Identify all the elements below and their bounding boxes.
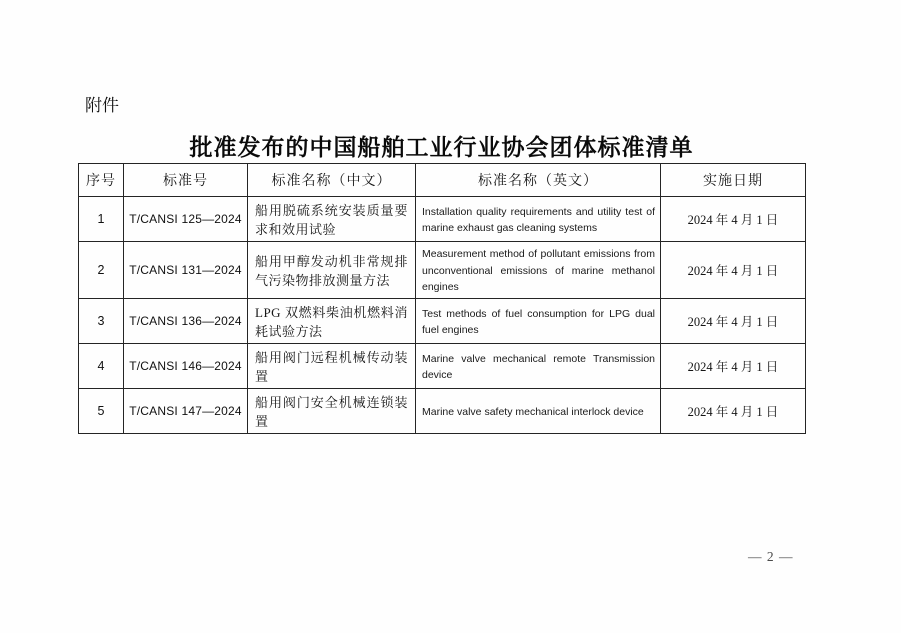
attachment-label: 附件 — [85, 96, 119, 115]
cell-name-cn: 船用阀门安全机械连锁装置 — [248, 389, 416, 434]
col-header-name-cn: 标准名称（中文） — [248, 164, 416, 197]
cell-seq: 4 — [79, 344, 124, 389]
page-title: 批准发布的中国船舶工业行业协会团体标准清单 — [189, 134, 694, 160]
col-header-name-en: 标准名称（英文） — [416, 164, 661, 197]
cell-code: T/CANSI 125—2024 — [124, 197, 248, 242]
cell-name-cn: 船用甲醇发动机非常规排气污染物排放测量方法 — [248, 242, 416, 299]
cell-seq: 5 — [79, 389, 124, 434]
table-row — [79, 344, 806, 389]
cell-seq: 2 — [79, 242, 124, 299]
col-header-code: 标准号 — [124, 164, 248, 197]
table-row — [79, 242, 806, 299]
cell-date: 2024 年 4 月 1 日 — [661, 299, 806, 344]
standards-table — [78, 163, 806, 434]
cell-name-en: Marine valve safety mechanical interlock device — [416, 389, 661, 434]
col-header-date: 实施日期 — [661, 164, 806, 197]
cell-name-en: Measurement method of pollutant emissions from unconventional emissions of marine methanol engines — [416, 242, 661, 299]
table-row — [79, 389, 806, 434]
cell-seq: 3 — [79, 299, 124, 344]
cell-name-en: Marine valve mechanical remote Transmission device — [416, 344, 661, 389]
cell-date: 2024 年 4 月 1 日 — [661, 344, 806, 389]
cell-date: 2024 年 4 月 1 日 — [661, 389, 806, 434]
table-row — [79, 299, 806, 344]
cell-seq: 1 — [79, 197, 124, 242]
cell-code: T/CANSI 131—2024 — [124, 242, 248, 299]
cell-name-en: Installation quality requirements and utility test of marine exhaust gas cleaning systems — [416, 197, 661, 242]
cell-code: T/CANSI 136—2024 — [124, 299, 248, 344]
cell-date: 2024 年 4 月 1 日 — [661, 242, 806, 299]
cell-name-cn: 船用脱硫系统安装质量要求和效用试验 — [248, 197, 416, 242]
cell-name-cn: LPG 双燃料柴油机燃料消耗试验方法 — [248, 299, 416, 344]
cell-name-en: Test methods of fuel consumption for LPG dual fuel engines — [416, 299, 661, 344]
cell-code: T/CANSI 147—2024 — [124, 389, 248, 434]
page-number: — 2 — — [748, 549, 794, 564]
table-header-row — [79, 164, 806, 197]
cell-code: T/CANSI 146—2024 — [124, 344, 248, 389]
table-row — [79, 197, 806, 242]
cell-date: 2024 年 4 月 1 日 — [661, 197, 806, 242]
col-header-seq: 序号 — [79, 164, 124, 197]
cell-name-cn: 船用阀门远程机械传动装置 — [248, 344, 416, 389]
